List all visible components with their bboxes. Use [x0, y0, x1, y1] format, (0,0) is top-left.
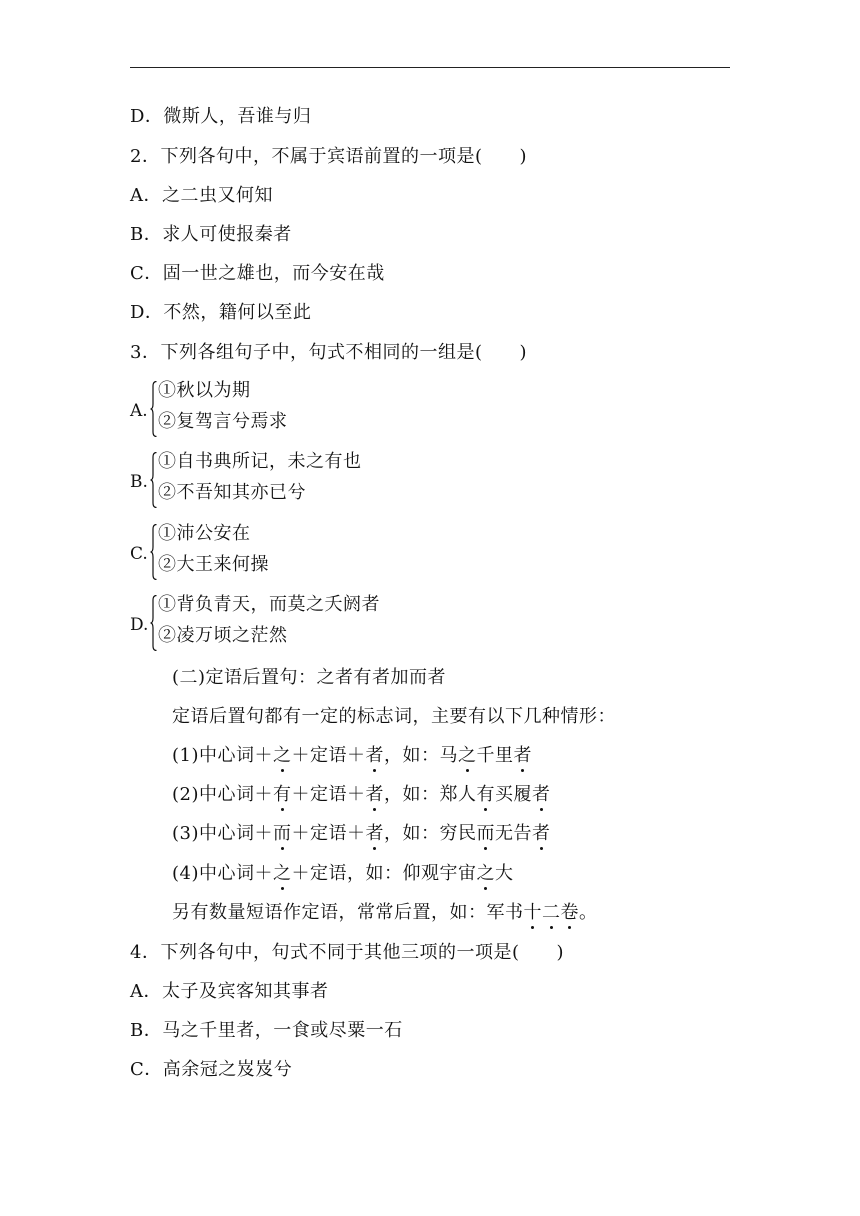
curly-brace-icon	[150, 524, 157, 580]
marker-char: 二	[542, 902, 561, 923]
q4-option-b: B．马之千里者，一食或尽粟一石	[130, 1020, 403, 1041]
marker-char: 之	[458, 745, 477, 766]
curly-brace-icon	[150, 381, 157, 437]
rule-text: 。	[579, 902, 598, 923]
marker-char: 有	[476, 784, 495, 805]
rule-extra	[172, 901, 598, 925]
marker-char: 者	[365, 745, 384, 766]
sentence-2: ②大王来何操	[158, 554, 269, 575]
sentence-2: ②复驾言兮焉求	[158, 411, 288, 432]
sentence-2: ②凌万顷之茫然	[158, 625, 288, 646]
sentence-1: ①自书典所记，未之有也	[158, 451, 362, 472]
q2-option-d: D．不然，籍何以至此	[130, 302, 312, 323]
marker-char: 之	[273, 745, 292, 766]
marker-char: 者	[365, 784, 384, 805]
rule-1	[172, 744, 532, 768]
curly-brace-icon	[150, 595, 157, 651]
option-d-q1: D．微斯人，吾谁与归	[130, 106, 312, 127]
option-letter: C.	[130, 544, 148, 564]
rule-text: ＋定语＋	[291, 745, 366, 766]
question-3-stem: 3．下列各组句子中，句式不相同的一组是( )	[130, 342, 527, 363]
rule-text: ，如：马	[384, 745, 458, 766]
rule-text: 千里	[476, 745, 514, 766]
rule-text: (3)中心词＋	[172, 823, 273, 844]
marker-char: 而	[476, 823, 495, 844]
sentence-1: ①沛公安在	[158, 523, 251, 544]
rule-4	[172, 862, 514, 886]
rule-text: ＋定语，如：仰观宇宙	[291, 863, 477, 884]
q4-option-c: C．高余冠之岌岌兮	[130, 1059, 293, 1080]
option-letter: D.	[130, 615, 149, 635]
rule-text: ，如：郑人	[384, 784, 477, 805]
curly-brace-icon	[150, 452, 157, 508]
rule-text: 无告	[495, 823, 532, 844]
marker-char: 者	[365, 823, 384, 844]
rule-text: ＋定语＋	[291, 784, 366, 805]
question-2-stem: 2．下列各句中，不属于宾语前置的一项是( )	[130, 146, 527, 167]
marker-char: 之	[476, 863, 495, 884]
q2-option-c: C．固一世之雄也，而今安在哉	[130, 263, 385, 284]
top-rule	[130, 67, 730, 68]
rule-text: (4)中心词＋	[172, 863, 273, 884]
rule-text: (2)中心词＋	[172, 784, 273, 805]
question-4-stem: 4．下列各句中，句式不同于其他三项的一项是( )	[130, 942, 564, 963]
sentence-1: ①秋以为期	[158, 380, 251, 401]
rule-2	[172, 783, 551, 807]
rule-text: 买履	[495, 784, 532, 805]
marker-char: 者	[532, 823, 551, 844]
section-intro: 定语后置句都有一定的标志词，主要有以下几种情形：	[172, 706, 616, 727]
sentence-1: ①背负青天，而莫之夭阏者	[158, 594, 380, 615]
section-heading: (二)定语后置句：之者有者加而者	[172, 667, 447, 688]
rule-text: 大	[495, 863, 514, 884]
marker-char: 之	[273, 863, 292, 884]
marker-char: 有	[273, 784, 292, 805]
marker-char: 十	[523, 902, 542, 923]
sentence-2: ②不吾知其亦已兮	[158, 482, 306, 503]
q2-option-a: A．之二虫又何知	[130, 185, 273, 206]
rule-3	[172, 822, 551, 846]
option-letter: A.	[130, 401, 148, 421]
marker-char: 卷	[560, 902, 579, 923]
option-letter: B.	[130, 472, 148, 492]
marker-char: 者	[513, 745, 532, 766]
rule-text: (1)中心词＋	[172, 745, 273, 766]
rule-text: ＋定语＋	[291, 823, 366, 844]
q2-option-b: B．求人可使报秦者	[130, 224, 292, 245]
rule-text: ，如：穷民	[384, 823, 477, 844]
rule-text: 另有数量短语作定语，常常后置，如：军书	[172, 902, 524, 923]
marker-char: 者	[532, 784, 551, 805]
marker-char: 而	[273, 823, 292, 844]
q4-option-a: A．太子及宾客知其事者	[130, 981, 329, 1002]
